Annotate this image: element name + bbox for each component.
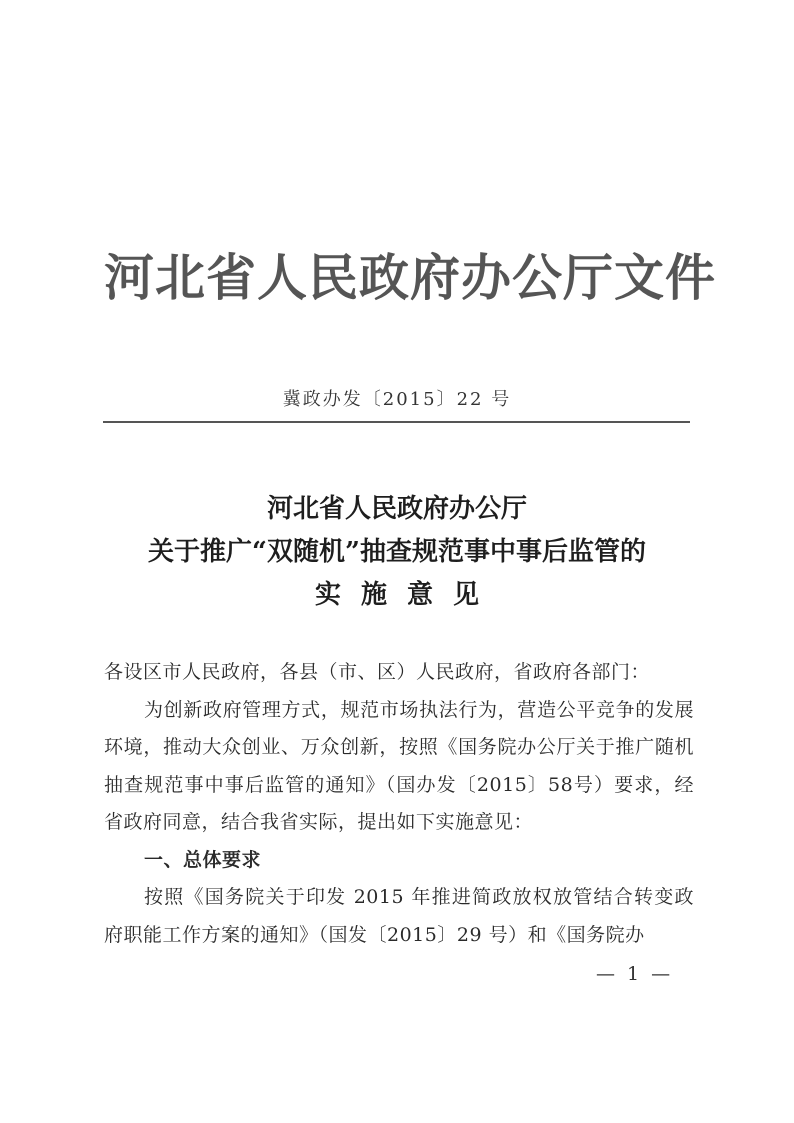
document-body [104, 654, 694, 954]
issuer-header-title: 河北省人民政府办公厅文件 [104, 248, 716, 307]
document-title [104, 488, 690, 617]
document-number: 冀政办发〔2015〕22 号 [282, 389, 512, 410]
document-title-line-2: 关于推广“双随机”抽查规范事中事后监管的 [148, 537, 646, 567]
header-divider [103, 421, 690, 423]
body-paragraph: 按照《国务院关于印发 2015 年推进简政放权放管结合转变政府职能工作方案的通知》（国发〔2015〕29 号）和《国务院办 [104, 886, 694, 946]
section-heading: 一、总体要求 [144, 848, 262, 871]
page-number: — 1 — [596, 963, 674, 985]
document-title-line-1: 河北省人民政府办公厅 [266, 494, 527, 524]
body-paragraph: 为创新政府管理方式，规范市场执法行为，营造公平竞争的发展环境，推动大众创业、万众创新，按照《国务院办公厅关于推广随机抽查规范事中事后监管的通知》（国办发〔2015〕58号）要求，经省政府同意，结合我省实际，提出如下实施意见： [104, 698, 694, 833]
addressee-line: 各设区市人民政府，各县（市、区）人民政府，省政府各部门： [104, 661, 651, 683]
document-title-line-3: 实施意见 [314, 580, 499, 610]
